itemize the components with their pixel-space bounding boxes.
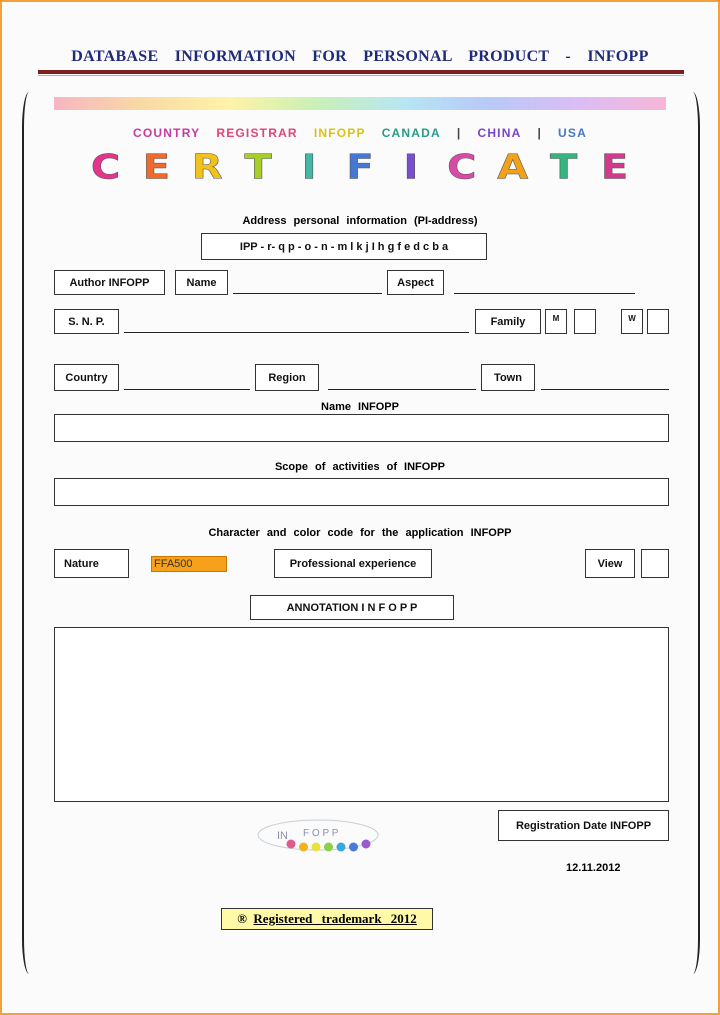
certificate-letter: R xyxy=(191,147,223,187)
registration-date-value: 12.11.2012 xyxy=(566,862,621,874)
certificate-heading xyxy=(80,146,640,188)
snp-label: S. N. P. xyxy=(54,309,119,334)
certificate-letter: I xyxy=(403,147,419,187)
country-input[interactable] xyxy=(124,389,250,390)
logo-dot xyxy=(324,843,333,852)
country-registrar-line xyxy=(0,126,720,140)
country-item: USA xyxy=(558,126,587,140)
family-label: Family xyxy=(475,309,541,334)
annotation-label: ANNOTATION I N F O P P xyxy=(250,595,454,620)
w-checkbox[interactable] xyxy=(647,309,669,334)
certificate-letter: E xyxy=(600,147,629,187)
m-checkbox[interactable] xyxy=(574,309,596,334)
logo-dot xyxy=(349,843,358,852)
certificate-letter: E xyxy=(142,147,171,187)
svg-text:F O P P: F O P P xyxy=(303,828,339,839)
registered-symbol: ® xyxy=(237,911,247,926)
country-item: COUNTRY xyxy=(133,126,201,140)
name-input[interactable] xyxy=(233,293,382,294)
title-rule xyxy=(38,70,684,74)
color-code-field[interactable]: FFA500 xyxy=(151,556,227,572)
country-item: | xyxy=(537,126,543,140)
character-code-label: Character and color code for the application INFOPP xyxy=(208,527,512,539)
certificate-letter: C xyxy=(447,147,477,187)
w-label: W xyxy=(621,309,643,334)
certificate-letter: C xyxy=(90,147,121,187)
country-item: REGISTRAR xyxy=(216,126,298,140)
view-checkbox[interactable] xyxy=(641,549,669,578)
name-label: Name xyxy=(175,270,228,295)
snp-input[interactable] xyxy=(124,332,469,333)
logo-dot xyxy=(362,840,371,849)
country-item: CANADA xyxy=(381,126,441,140)
logo-dot xyxy=(337,843,346,852)
annotation-field[interactable] xyxy=(54,627,669,802)
certificate-letter: A xyxy=(497,147,529,187)
pi-address-code: IPP - r- q p - o - n - m l k j I h g f e d c b a xyxy=(201,233,487,260)
registration-date-label: Registration Date INFOPP xyxy=(498,810,669,841)
aspect-input[interactable] xyxy=(454,293,635,294)
country-label: Country xyxy=(54,364,119,391)
page-title: DATABASE INFORMATION FOR PERSONAL PRODUCT - INFOPP xyxy=(71,48,649,65)
m-label: M xyxy=(545,309,567,334)
logo-dot xyxy=(312,843,321,852)
view-label: View xyxy=(585,549,635,578)
logo-dot xyxy=(287,840,296,849)
certificate-letter: F xyxy=(346,147,374,187)
name-infopp-label: Name INFOPP xyxy=(321,401,399,413)
region-input[interactable] xyxy=(328,389,476,390)
region-label: Region xyxy=(255,364,319,391)
town-input[interactable] xyxy=(541,389,669,390)
certificate-letter: T xyxy=(244,147,272,187)
title-rule-thin xyxy=(38,75,684,76)
town-label: Town xyxy=(481,364,535,391)
scope-label: Scope of activities of INFOPP xyxy=(274,461,446,473)
country-item: INFOPP xyxy=(313,126,366,140)
address-heading: Address personal information (PI-address) xyxy=(242,215,478,227)
aspect-label: Aspect xyxy=(387,270,444,295)
trademark-badge xyxy=(221,908,433,930)
nature-label: Nature xyxy=(54,549,129,578)
certificate-letter: T xyxy=(549,147,578,187)
svg-text:IN: IN xyxy=(277,830,288,842)
country-item: CHINA xyxy=(477,126,522,140)
rainbow-banner xyxy=(54,97,666,110)
professional-experience-label: Professional experience xyxy=(274,549,432,578)
name-infopp-field[interactable] xyxy=(54,414,669,442)
country-item: | xyxy=(456,126,462,140)
certificate-letter: I xyxy=(301,147,317,187)
trademark-text: Registered trademark 2012 xyxy=(253,911,417,926)
scope-field[interactable] xyxy=(54,478,669,506)
infopp-logo xyxy=(255,817,381,857)
author-label: Author INFOPP xyxy=(54,270,165,295)
logo-dot xyxy=(299,843,308,852)
